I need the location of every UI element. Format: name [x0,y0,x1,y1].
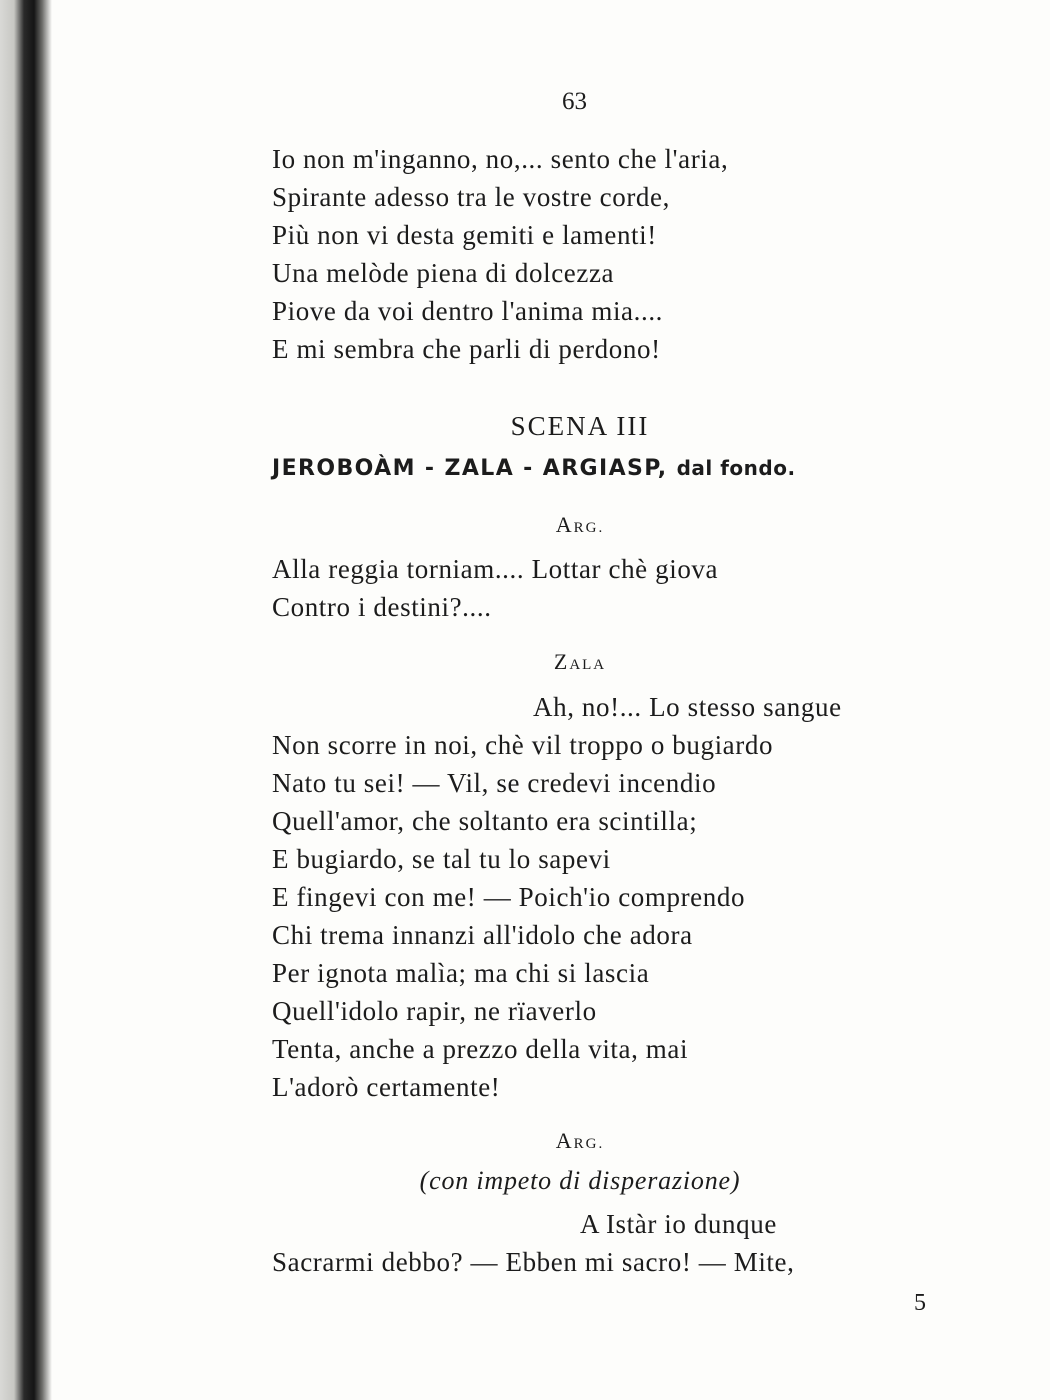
verse-line: L'adorò certamente! [272,1072,501,1102]
verse-line: E fingevi con me! — Poich'io comprendo [272,882,746,912]
speaker-name [0,649,1050,675]
verse-line: Sacrarmi debbo? — Ebben mi sacro! — Mite, [272,1247,795,1277]
speaker-initial: Z [553,649,570,674]
speaker-rest: RG. [573,1136,605,1152]
signature-mark: 5 [914,1290,926,1316]
scene-characters [272,456,796,481]
verse-line: Non scorre in noi, chè vil troppo o bugiardo [272,730,774,760]
verse-line: Più non vi desta gemiti e lamenti! [272,220,657,250]
verse-line: Per ignota malìa; ma chi si lascia [272,958,650,988]
verse-line: Quell'amor, che soltanto era scintilla; [272,806,698,836]
page-number: 63 [562,88,587,115]
verse-line: Nato tu sei! — Vil, se credevi incendio [272,768,717,798]
speaker-initial: A [555,512,574,537]
verse-line: Chi trema innanzi all'idolo che adora [272,920,693,950]
verse-line: Ah, no!... Lo stesso sangue [533,692,842,722]
speaker-rest: ALA [569,657,607,673]
verse-line: Tenta, anche a prezzo della vita, mai [272,1034,689,1064]
verse-line: E mi sembra che parli di perdono! [272,334,661,364]
verse-line: Piove da voi dentro l'anima mia.... [272,296,664,326]
verse-line: E bugiardo, se tal tu lo sapevi [272,844,611,874]
verse-line: Io non m'inganno, no,... sento che l'aria, [272,144,729,174]
speaker-rest: RG. [573,520,605,536]
verse-line: Quell'idolo rapir, ne rïaverlo [272,996,597,1026]
scene-title: SCENA III [510,411,650,441]
verse-line: Contro i destini?.... [272,592,492,622]
verse-line: Spirante adesso tra le vostre corde, [272,182,670,212]
speaker-initial: A [555,1128,574,1153]
stage-direction: (con impeto di disperazione) [419,1166,741,1195]
speaker-name [0,512,1050,538]
verse-line: Una melòde piena di dolcezza [272,258,615,288]
character-list: JEROBOÀM - ZALA - ARGIASP, [272,456,668,481]
verse-line: Alla reggia torniam.... Lottar chè giova [272,554,719,584]
speaker-name [0,1128,1050,1154]
verse-line: A Istàr io dunque [580,1209,777,1239]
stage-entry-note: dal fondo. [676,456,796,480]
